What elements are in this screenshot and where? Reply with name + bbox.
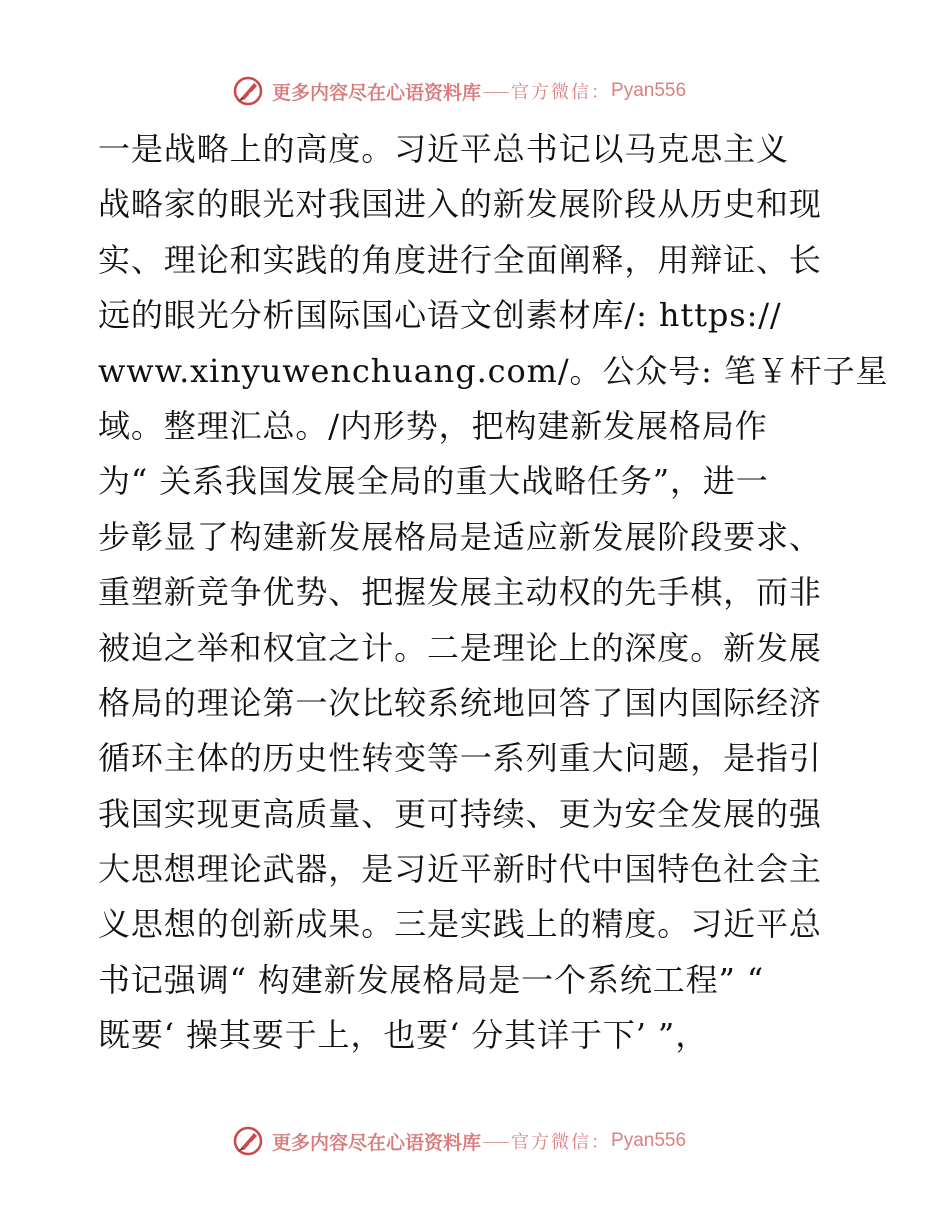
footer-brand-text: 更多内容尽在心语资料库: [272, 1131, 482, 1154]
text-line: 书记强调“ 构建新发展格局是一个系统工程” “: [98, 960, 765, 999]
header-dash-divider: [483, 92, 509, 93]
text-line: 我国实现更高质量、更可持续、更为安全发展的强: [98, 794, 822, 833]
header-brand-text: 更多内容尽在心语资料库: [272, 81, 482, 104]
text-line: 步彰显了构建新发展格局是适应新发展阶段要求、: [98, 517, 822, 556]
header-watermark: [232, 71, 752, 111]
text-line: 战略家的眼光对我国进入的新发展阶段从历史和现: [98, 185, 822, 224]
text-line: 格局的理论第一次比较系统地回答了国内国际经济: [98, 683, 822, 722]
text-line: 循环主体的历史性转变等一系列重大问题，是指引: [98, 739, 822, 778]
text-line: 义思想的创新成果。三是实践上的精度。习近平总: [98, 905, 822, 944]
text-line: 既要‘ 操其要于上，也要‘ 分其详于下’ ”，: [98, 1016, 709, 1055]
text-line: 一是战略上的高度。习近平总书记以马克思主义: [98, 130, 789, 168]
footer-wechat-id: Pyan556: [611, 1130, 687, 1151]
text-line: 为“ 关系我国发展全局的重大战略任务”，进一: [98, 462, 769, 501]
header-wechat-id: Pyan556: [611, 80, 687, 101]
footer-watermark: [232, 1121, 752, 1161]
text-line: 远的眼光分析国际国心语文创素材库/: https://: [98, 296, 782, 335]
document-body: [98, 122, 889, 1064]
footer-official-label: 官方微信：: [511, 1132, 612, 1153]
text-line: 域。整理汇总。/内形势，把构建新发展格局作: [98, 406, 768, 445]
text-line: 大思想理论武器，是习近平新时代中国特色社会主: [98, 850, 822, 889]
text-line: 重塑新竞争优势、把握发展主动权的先手棋，而非: [98, 573, 822, 612]
text-line: www.xinyuwenchuang.com/。公众号: 笔￥杆子星: [98, 351, 889, 390]
quill-pen-logo-icon: [232, 1125, 264, 1157]
quill-pen-logo-icon: [232, 75, 264, 107]
text-line: 被迫之举和权宜之计。二是理论上的深度。新发展: [98, 628, 822, 667]
text-line: 实、理论和实践的角度进行全面阐释，用辩证、长: [98, 240, 822, 279]
header-official-label: 官方微信：: [511, 82, 612, 103]
footer-dash-divider: [483, 1142, 509, 1143]
